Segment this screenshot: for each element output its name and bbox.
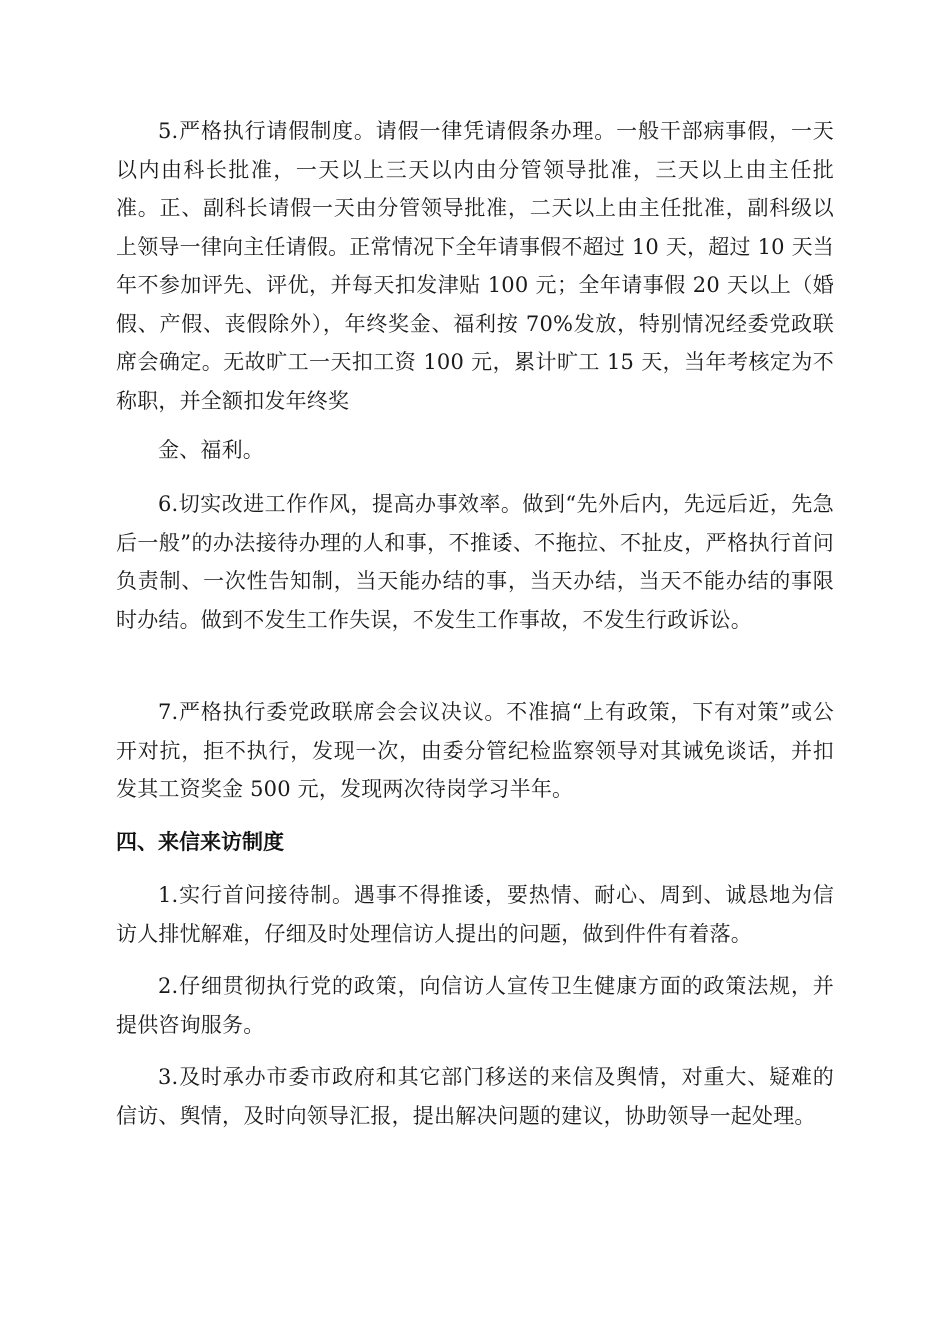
paragraph-policy-implementation: 2.仔细贯彻执行党的政策，向信访人宣传卫生健康方面的政策法规，并提供咨询服务。 <box>116 974 834 1037</box>
paragraph-work-style: 6.切实改进工作作风，提高办事效率。做到“先外后内，先远后近，先急后一般”的办法接待办理的人和事，不推诿、不拖拉、不扯皮，严格执行首问负责制、一次性告知制，当天能办结的事，当天办结，当天不能办结的事限时办结。做到不发生工作失误，不发生工作事故，不发生行政诉讼。 <box>116 492 834 632</box>
paragraph-leave-system-continued: 金、福利。 <box>158 438 264 462</box>
section-heading-petition-system: 四、来信来访制度 <box>116 830 284 854</box>
paragraph-meeting-resolutions: 7.严格执行委党政联席会会议决议。不准搞“上有政策，下有对策”或公开对抗，拒不执行，发现一次，由委分管纪检监察领导对其诫免谈话，并扣发其工资奖金 500 元，发现两次待岗学习半年。 <box>116 700 834 801</box>
paragraph-leave-system: 5.严格执行请假制度。请假一律凭请假条办理。一般干部病事假，一天以内由科长批准，一天以上三天以内由分管领导批准，三天以上由主任批准。正、副科长请假一天由分管领导批准，二天以上由主任批准，副科级以上领导一律向主任请假。正常情况下全年请事假不超过 10 天，超过 10 天当年不参加评先、评优，并每天扣发津贴 100 元；全年请事假 20 天以上（婚假、产假、丧假除外），年终奖金、福利按 70%发放，特别情况经委党政联席会确定。无故旷工一天扣工资 100 元，累计旷工 15 天，当年考核定为不称职，并全额扣发年终奖 <box>116 119 834 413</box>
paragraph-timely-handling: 3.及时承办市委市政府和其它部门移送的来信及舆情，对重大、疑难的信访、舆情，及时向领导汇报，提出解决问题的建议，协助领导一起处理。 <box>116 1065 834 1128</box>
paragraph-first-inquiry-reception: 1.实行首问接待制。遇事不得推诿，要热情、耐心、周到、诚恳地为信访人排忧解难，仔细及时处理信访人提出的问题，做到件件有着落。 <box>116 883 834 946</box>
